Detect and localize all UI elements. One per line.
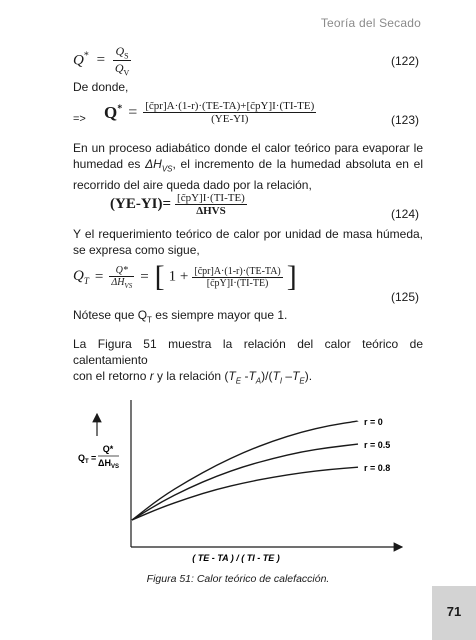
svg-text:=: = [91, 453, 97, 463]
y-axis-label [78, 444, 119, 470]
curve-r-0-8 [132, 467, 358, 520]
svg-text:QT: $Q_T$ [78, 453, 89, 465]
equation-125: $Q_T$ = $\frac{Q*}{\Delta H_{VS}}$ = [ 1 + $\frac{[c̃pr]A\cdot(1-r)\cdot(TE-TA)}{[c̃pY]I\cdot(TI-TE)}$ ] [73, 260, 297, 293]
note-qt: Nótese que $Q_T$ es siempre mayor que 1. [73, 308, 288, 325]
svg-text:Q*: Q* [102, 444, 114, 454]
svg-text:ΔHVS: $\Delta H_{VS}$ [98, 458, 119, 470]
equation-122: Q* = $\frac{Q_S}{Q_V}$ [73, 44, 130, 78]
figure-51-chart [0, 380, 476, 572]
series-label-2: r = 0.8 [364, 463, 391, 474]
paragraph-requirement: Y el requerimiento teórico de calor por unidad de masa húmeda, se expresa como sigue, [73, 227, 423, 257]
figure-caption: Figura 51: Calor teórico de calefacción. [146, 573, 330, 585]
paragraph-adiabatic: En un proceso adiabático donde el calor teórico para evaporar le humedad es $\Delta H_{VS}$, el incremento de la humedad absoluta en el recorrido del aire queda dado por la relación, [73, 141, 423, 193]
page-number-tab [432, 586, 476, 640]
series-label-0: r = 0 [364, 417, 383, 427]
text-de-donde: De donde, [73, 80, 129, 94]
arrow-implies: => [73, 113, 86, 125]
equation-number-125: (125) [390, 290, 419, 304]
equation-number-123: (123) [390, 113, 419, 127]
equation-number-124: (124) [390, 207, 419, 221]
paragraph-figure: La Figura 51 muestra la relación del calor teórico de calentamiento con el retorno r y la relación ($T_E$ $-T_A)/(T_I$ $-T_E$). [73, 337, 423, 386]
equation-number-122: (122) [390, 54, 419, 68]
x-axis-label: ( TE - TA ) / ( TI - TE ) [192, 553, 280, 563]
series-label-1: r = 0.5 [364, 440, 391, 451]
equation-123: Q* = $\frac{[c̃pr]A\cdot(1-r)\cdot(TE-TA)+[c̃pY]I\cdot(TI-TE)}{(YE-YI)}$ [104, 100, 315, 125]
equation-124: (YE-YI)= $\frac{[c̃pY]I\cdot(TI-TE)}{\text{ΔHVS}}$ [110, 192, 245, 217]
page-number: 71 [446, 604, 462, 619]
running-head: Teoría del Secado [320, 16, 421, 30]
